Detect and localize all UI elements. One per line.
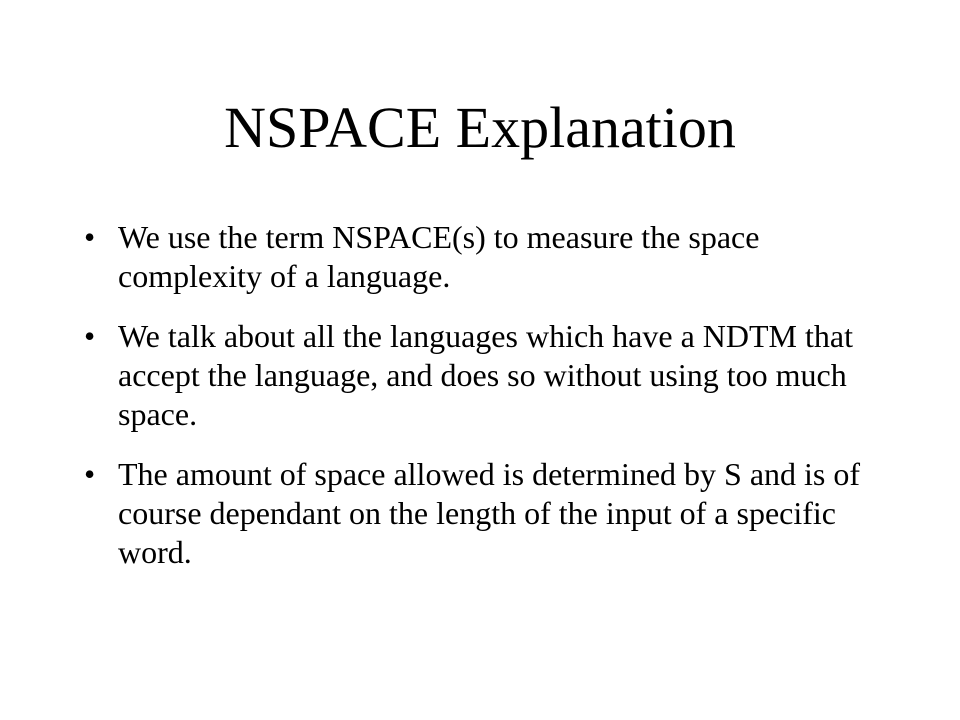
bullet-text: We use the term NSPACE(s) to measure the space complexity of a language.: [118, 219, 760, 294]
bullet-text: The amount of space allowed is determined by S and is of course dependant on the length of the input of a specific word.: [118, 456, 861, 570]
bullet-item: [84, 455, 874, 572]
bullet-list: [84, 218, 874, 593]
bullet-text: We talk about all the languages which have a NDTM that accept the language, and does so without using too much space.: [118, 318, 853, 432]
bullet-marker: •: [84, 219, 96, 255]
bullet-marker: •: [84, 456, 96, 492]
bullet-item: [84, 218, 874, 296]
slide-title: NSPACE Explanation: [224, 95, 736, 160]
bullet-marker: •: [84, 318, 96, 354]
bullet-item: [84, 317, 874, 434]
